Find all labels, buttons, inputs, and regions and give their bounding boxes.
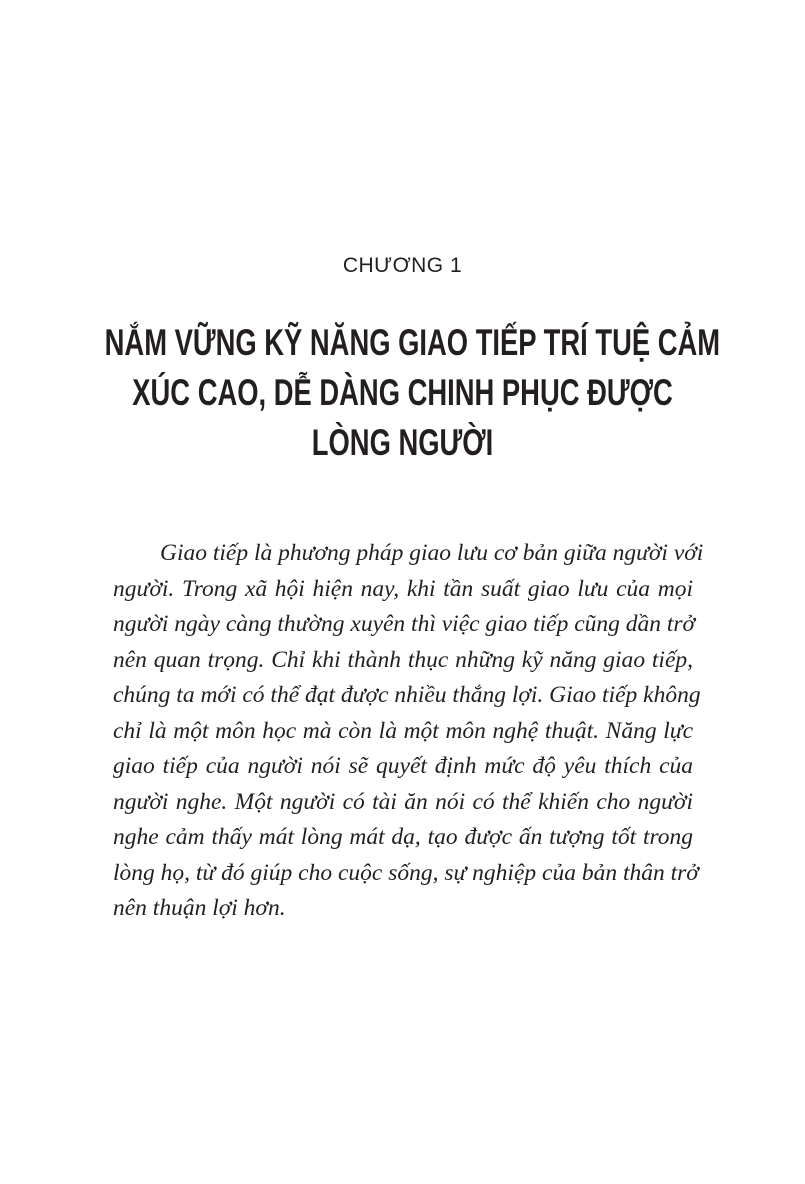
chapter-title-line: NẮM VỮNG KỸ NĂNG GIAO TIẾP TRÍ TUỆ CẢM [104, 322, 721, 363]
text-line: nên thuận lợi hơn. [113, 895, 286, 921]
text-line: người nghe. Một người có tài ăn nói có thể khiến cho người [113, 788, 693, 815]
text-line: chỉ là một môn học mà còn là một môn nghệ thuật. Năng lực [113, 717, 693, 744]
text-line: giao tiếp của người nói sẽ quyết định mức độ yêu thích của [113, 753, 693, 779]
text-line: Giao tiếp là phương pháp giao lưu cơ bản giữa người với [160, 540, 704, 566]
chapter-title-line: XÚC CAO, DỄ DÀNG CHINH PHỤC ĐƯỢC [132, 372, 673, 413]
text-line: nghe cảm thấy mát lòng mát dạ, tạo được ấn tượng tốt trong [113, 824, 693, 850]
text-line: người. Trong xã hội hiện nay, khi tần suất giao lưu của mọi [113, 575, 693, 602]
text-line: chúng ta mới có thể đạt được nhiều thắng lợi. Giao tiếp không [113, 682, 701, 708]
chapter-title [0, 318, 805, 468]
text-line: người ngày càng thường xuyên thì việc giao tiếp cũng dần trở [113, 611, 696, 637]
chapter-label: CHƯƠNG 1 [342, 254, 463, 277]
body-paragraph [113, 536, 704, 927]
chapter-title-line: LÒNG NGƯỜI [311, 422, 494, 463]
text-line: lòng họ, từ đó giúp cho cuộc sống, sự nghiệp của bản thân trở [113, 859, 699, 886]
text-line: nên quan trọng. Chỉ khi thành thục những kỹ năng giao tiếp, [113, 646, 693, 673]
